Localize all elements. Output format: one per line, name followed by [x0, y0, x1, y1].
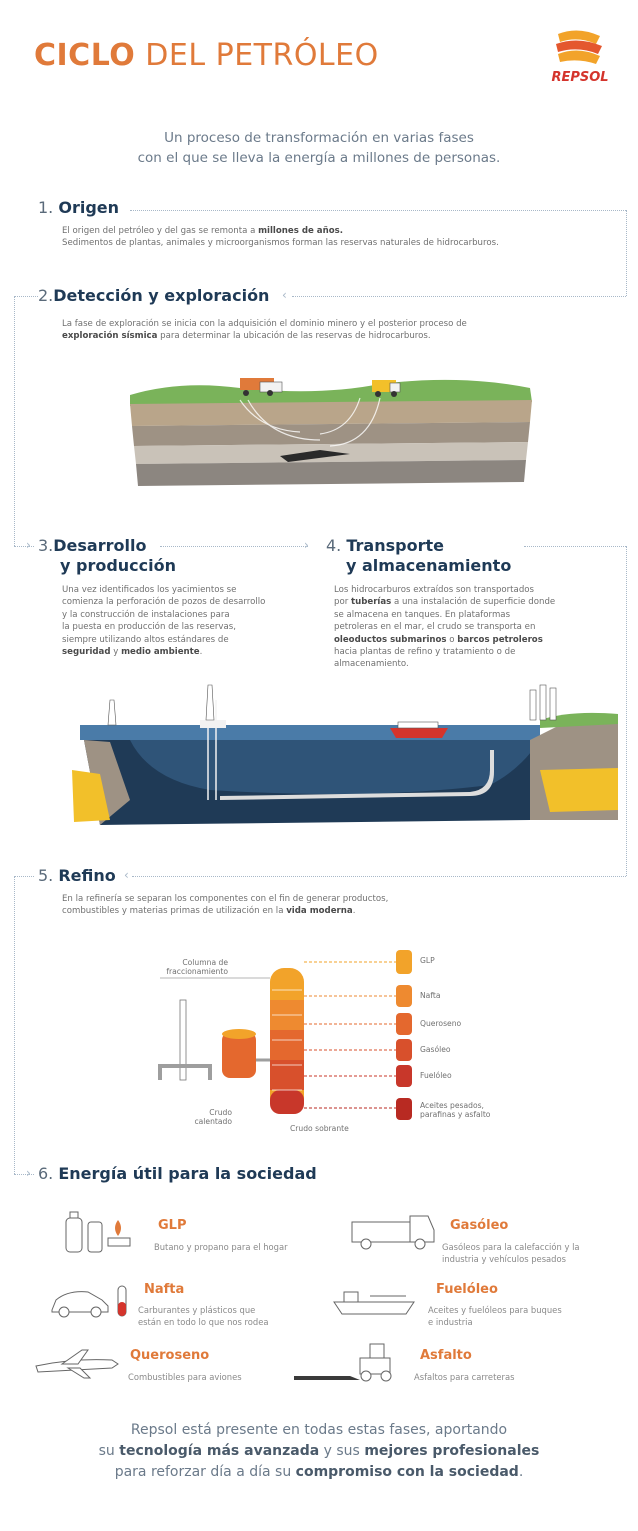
phase-refino-text: En la refinería se separan los componentes con el fin de generar productos, combustibles y materias primas de utilización en la vida moderna.: [62, 894, 389, 917]
output-fueloleo: Fuelóleo: [420, 1071, 452, 1080]
plane-icon: [32, 1346, 122, 1380]
product-queroseno-desc: Combustibles para aviones: [128, 1372, 242, 1382]
crudo-sobrante-label: Crudo sobrante: [290, 1124, 349, 1133]
arrow-right-icon: ›: [304, 538, 309, 552]
gas-cylinder-icon: [62, 1208, 142, 1254]
truck-icon: [348, 1212, 438, 1252]
product-fueloleo-name: Fuelóleo: [436, 1282, 498, 1297]
page-title: CICLO DEL PETRÓLEO: [34, 38, 379, 73]
repsol-wordmark: REPSOL: [551, 70, 609, 85]
ship-icon: [330, 1282, 420, 1318]
arrow-left-icon: ‹: [282, 288, 287, 302]
flow-line-2v: [14, 296, 15, 546]
flow-line-2: [292, 296, 626, 297]
flow-line-5b: [14, 876, 34, 877]
arrow-right-icon: ›: [26, 1166, 31, 1180]
flow-line-5v: [14, 876, 15, 1174]
flow-line-4v: [626, 546, 627, 876]
phase-origen-text: El origen del petróleo y del gas se remonta a millones de años. Sedimentos de plantas, animales y microorganismos forman las reservas naturales de hidrocarburos.: [62, 226, 499, 249]
crudo-calentado-label: Crudo calentado: [194, 1108, 232, 1126]
phase-origen-heading: 1. Origen: [38, 198, 120, 217]
flow-line-5: [132, 876, 626, 877]
arrow-right-icon: ›: [26, 538, 31, 552]
offshore-production-illustration: [70, 680, 618, 830]
footer-text: Repsol está presente en todas estas fases, aportando su tecnología más avanzada y sus mejores profesionales para reforzar día a día su compromiso con la sociedad.: [98, 1422, 540, 1480]
phase-transporte-heading-2: y almacenamiento: [346, 556, 512, 575]
phase-transporte-heading: 4. Transporte: [326, 536, 444, 555]
phase-deteccion-text: La fase de exploración se inicia con la adquisición el dominio minero y el posterior proceso de exploración sísmica para determinar la ubicación de las reservas de hidrocarburos.: [62, 319, 467, 342]
phase-transporte-text: Los hidrocarburos extraídos son transportados por tuberías a una instalación de superficie donde se almacena en tanques. En plataformas petroleras en el mar, el crudo se transporta en oleoductos submarinos o barcos petroleros hacia plantas de refino y tratamiento o de almacenamiento.: [334, 585, 556, 670]
output-heavy: Aceites pesados, parafinas y asfalto: [420, 1101, 491, 1119]
product-asfalto-name: Asfalto: [420, 1348, 472, 1363]
flow-line-2b: [14, 296, 38, 297]
product-nafta-desc: Carburantes y plásticos que están en todo lo que nos rodea: [138, 1305, 269, 1327]
flow-line-1v: [626, 210, 627, 296]
phase-refino-heading: 5. Refino: [38, 866, 116, 885]
phase-desarrollo-text: Una vez identificados los yacimientos se comienza la perforación de pozos de desarrollo y la construcción de instalaciones para la puesta en producción de las reservas, siempre utilizando altos estándares de seguridad y medio ambiente.: [62, 585, 266, 658]
product-glp-name: GLP: [158, 1218, 187, 1233]
output-nafta: Nafta: [420, 991, 441, 1000]
car-icon: [48, 1284, 138, 1322]
product-queroseno-name: Queroseno: [130, 1348, 210, 1363]
output-queroseno: Queroseno: [420, 1019, 462, 1028]
arrow-left-icon: ‹: [124, 868, 129, 882]
phase-desarrollo-heading: 3.Desarrollo: [38, 536, 147, 555]
product-glp-desc: Butano y propano para el hogar: [154, 1242, 288, 1252]
product-gasoleo-desc: Gasóleos para la calefacción y la industria y vehículos pesados: [442, 1242, 580, 1264]
seismic-exploration-illustration: [120, 360, 540, 495]
flow-line-1: [130, 210, 626, 211]
output-glp: GLP: [420, 956, 435, 965]
product-fueloleo-desc: Aceites y fuelóleos para buques e industria: [428, 1305, 562, 1327]
flow-line-4: [524, 546, 626, 547]
phase-desarrollo-heading-2: y producción: [60, 556, 177, 575]
flow-line-3b: [160, 546, 308, 547]
product-gasoleo-name: Gasóleo: [450, 1218, 509, 1233]
repsol-logo: [540, 22, 618, 92]
phase-energia-heading: 6. Energía útil para la sociedad: [38, 1164, 317, 1183]
flow-line-3: [14, 546, 34, 547]
product-nafta-name: Nafta: [144, 1282, 185, 1297]
road-paver-icon: [290, 1336, 410, 1384]
phase-deteccion-heading: 2.Detección y exploración: [38, 286, 270, 305]
output-gasoleo: Gasóleo: [420, 1045, 451, 1054]
product-asfalto-desc: Asfaltos para carreteras: [414, 1372, 515, 1382]
column-label: Columna de fraccionamiento: [166, 958, 228, 976]
flow-line-6: [14, 1174, 34, 1175]
intro-text: Un proceso de transformación en varias fases con el que se lleva la energía a millones de personas.: [137, 130, 501, 166]
